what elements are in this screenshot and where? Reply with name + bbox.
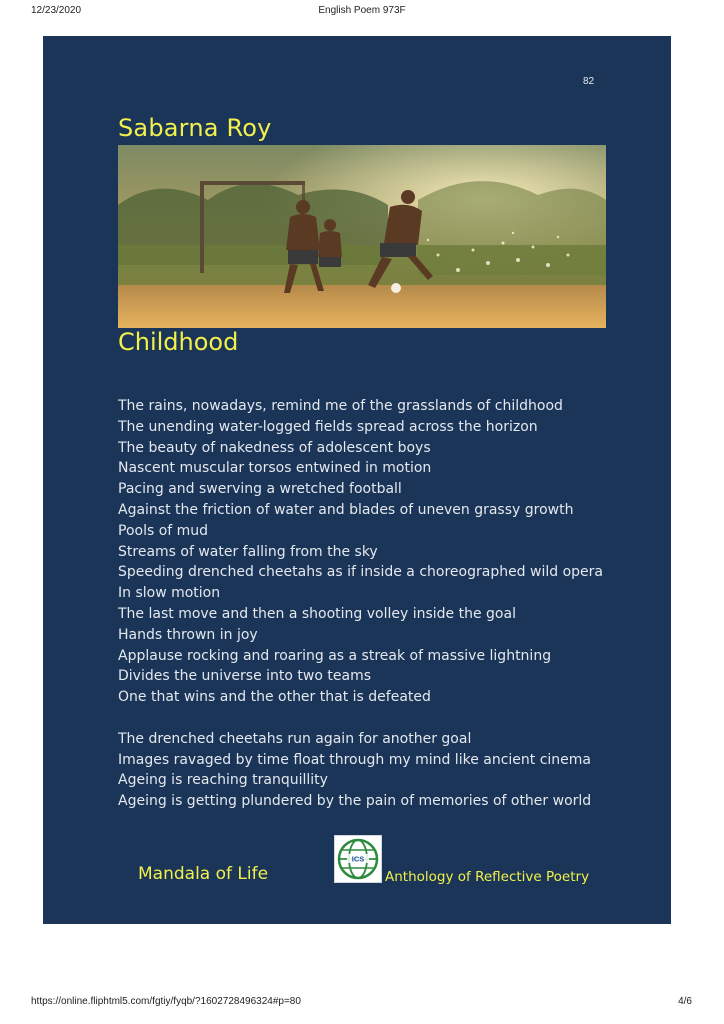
poem-line: The drenched cheetahs run again for another goal (118, 730, 472, 747)
author-name: Sabarna Roy (118, 114, 272, 142)
poem-line: Divides the universe into two teams (118, 668, 371, 685)
poem-line: Ageing is reaching tranquillity (118, 772, 328, 789)
book-title: Mandala of Life (138, 864, 269, 884)
poem-line: In slow motion (118, 585, 221, 602)
anthology-subtitle: Anthology of Reflective Poetry (385, 869, 590, 885)
logo-text: ICS (351, 854, 365, 864)
poem-line: Images ravaged by time float through my mind like ancient cinema (118, 751, 592, 768)
boys-playing-football-photo (118, 145, 606, 328)
poem-line: Against the friction of water and blades of uneven grassy growth (118, 501, 574, 518)
stanza-2 (118, 729, 638, 812)
ics-globe-logo (334, 835, 382, 883)
page-number: 82 (583, 76, 595, 87)
poem-line: The beauty of nakedness of adolescent boys (118, 439, 431, 456)
page-indicator: 4/6 (678, 996, 692, 1007)
poem-line: Hands thrown in joy (118, 626, 258, 643)
print-date: 12/23/2020 (31, 5, 82, 16)
poem-page (43, 36, 671, 924)
poem-line: Ageing is getting plundered by the pain of memories of other world (118, 793, 592, 810)
poem-line: Streams of water falling from the sky (118, 543, 378, 560)
poem-line: The last move and then a shooting volley inside the goal (118, 605, 516, 622)
poem-line: Nascent muscular torsos entwined in motion (118, 460, 432, 477)
poem-line: One that wins and the other that is defeated (118, 689, 431, 706)
document-title: English Poem 973F (318, 5, 406, 16)
stanza-1 (118, 396, 638, 708)
page-url: https://online.fliphtml5.com/fgtiy/fyqb/?1602728496324#p=80 (31, 996, 301, 1007)
poem-line: The unending water-logged fields spread across the horizon (118, 418, 538, 435)
poem-line: Speeding drenched cheetahs as if inside a choreographed wild opera (118, 564, 603, 581)
poem-line: Pacing and swerving a wretched football (118, 481, 402, 498)
poem-line: Pools of mud (118, 522, 209, 539)
poem-title: Childhood (118, 328, 239, 356)
poem-line: Applause rocking and roaring as a streak of massive lightning (118, 647, 552, 664)
poem-body (118, 396, 638, 812)
poem-line: The rains, nowadays, remind me of the grasslands of childhood (118, 398, 563, 414)
